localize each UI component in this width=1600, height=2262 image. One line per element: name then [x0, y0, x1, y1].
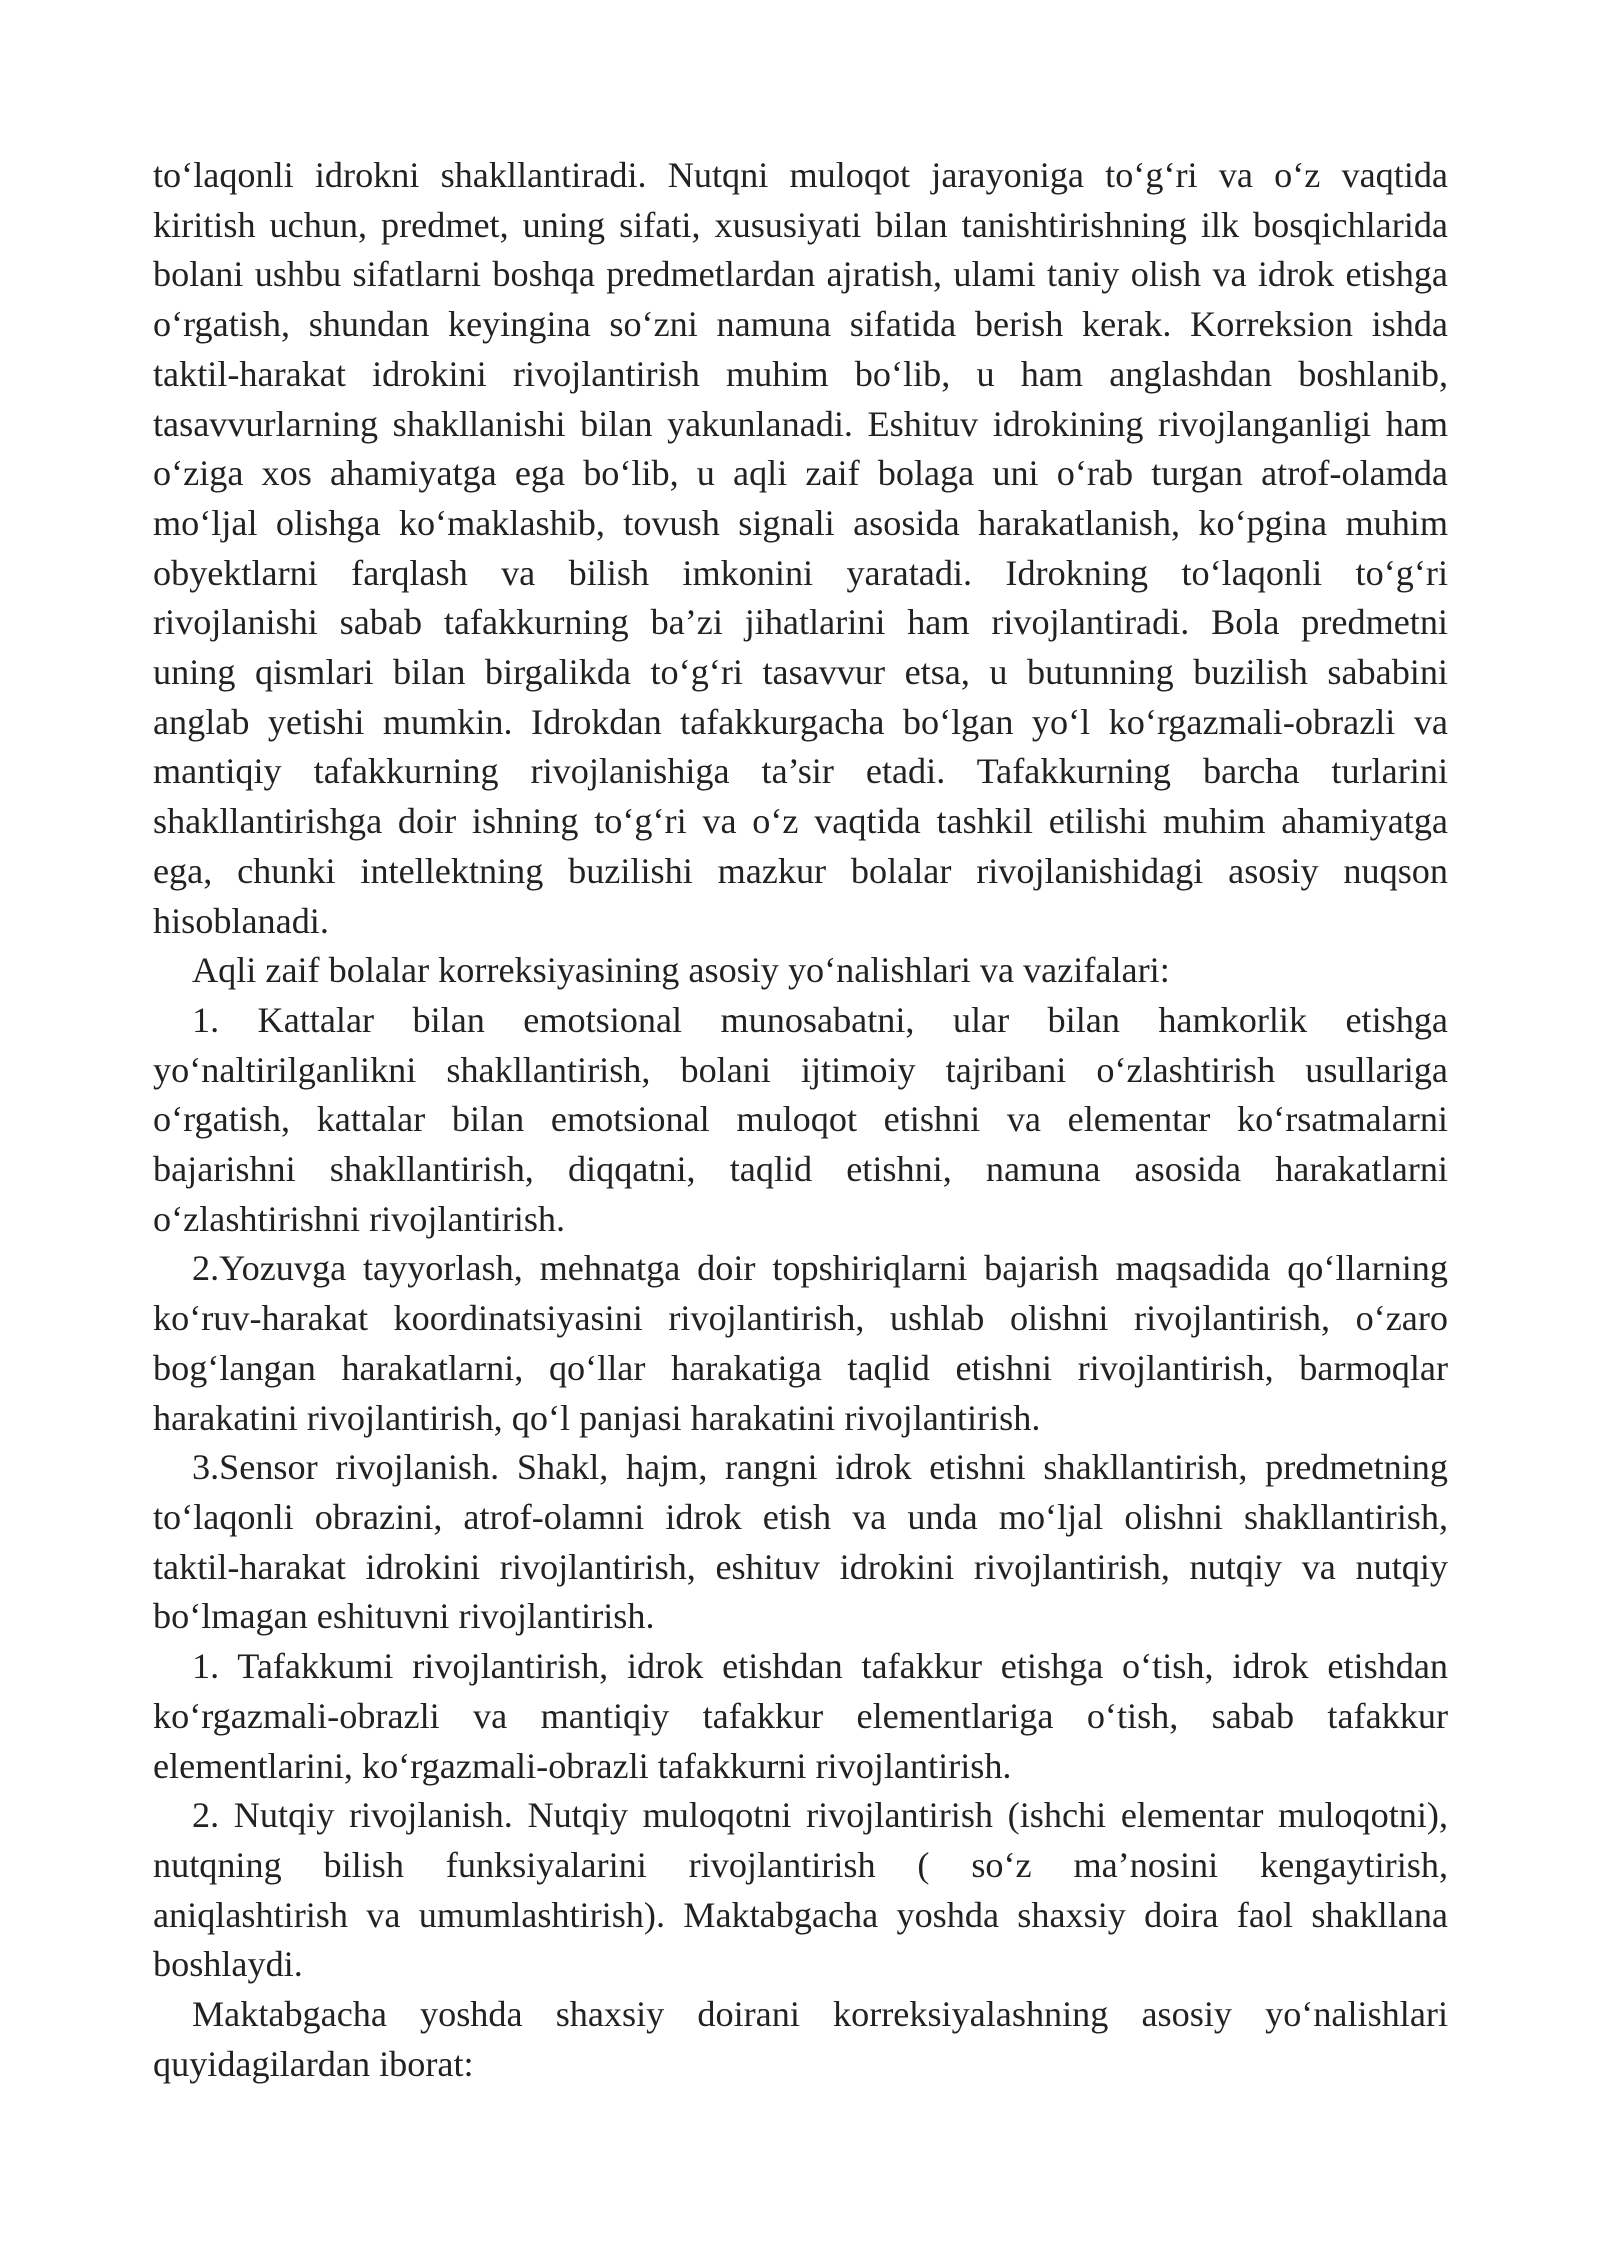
text-line: 1. Tafakkumi rivojlantirish, idrok etishdan tafakkur etishga o‘tish, idrok etishdan	[192, 1646, 1448, 1687]
text-line: to‘laqonli obrazini, atrof-olamni idrok etish va unda mo‘ljal olishni shakllantirish,	[153, 1496, 1448, 1537]
paragraph	[153, 151, 1448, 946]
text-line: o‘rgatish, kattalar bilan emotsional muloqot etishni va elementar ko‘rsatmalarni	[153, 1099, 1448, 1140]
paragraph	[153, 1642, 1448, 1791]
text-line: 3.Sensor rivojlanish. Shakl, hajm, rangni idrok etishni shakllantirish, predmetning	[192, 1447, 1448, 1488]
text-line: tasavvurlarning shakllanishi bilan yakunlanadi. Eshituv idrokining rivojlanganligi ham	[153, 403, 1448, 444]
text-line: 2. Nutqiy rivojlanish. Nutqiy muloqotni rivojlantirish (ishchi elementar muloqotni),	[192, 1795, 1448, 1836]
text-line: uning qismlari bilan birgalikda to‘g‘ri tasavvur etsa, u butunning buzilish sababini	[153, 652, 1448, 693]
text-line: mo‘ljal olishga ko‘maklashib, tovush signali asosida harakatlanish, ko‘pgina muhim	[153, 502, 1448, 543]
text-line: bo‘lmagan eshituvni rivojlantirish.	[153, 1596, 655, 1637]
paragraph	[153, 1791, 1448, 1990]
text-line: kiritish uchun, predmet, uning sifati, xususiyati bilan tanishtirishning ilk bosqichlarida	[153, 204, 1448, 245]
text-line: Aqli zaif bolalar korreksiyasining asosiy yo‘nalishlari va vazifalari:	[192, 950, 1170, 991]
text-line: o‘zlashtirishni rivojlantirish.	[153, 1198, 566, 1239]
paragraph	[153, 1244, 1448, 1443]
text-line: taktil-harakat idrokini rivojlantirish, eshituv idrokini rivojlantirish, nutqiy va nutqiy	[153, 1546, 1448, 1587]
text-line: ega, chunki intellektning buzilishi mazkur bolalar rivojlanishidagi asosiy nuqson	[153, 850, 1448, 891]
text-line: to‘laqonli idrokni shakllantiradi. Nutqni muloqot jarayoniga to‘g‘ri va o‘z vaqtida	[153, 155, 1448, 195]
text-line: taktil-harakat idrokini rivojlantirish muhim bo‘lib, u ham anglashdan boshlanib,	[153, 353, 1448, 394]
paragraph	[153, 946, 1448, 996]
text-line: rivojlanishi sabab tafakkurning ba’zi jihatlarini ham rivojlantiradi. Bola predmetni	[153, 602, 1448, 643]
text-line: yo‘naltirilganlikni shakllantirish, bolani ijtimoiy tajribani o‘zlashtirish usullariga	[153, 1049, 1448, 1090]
text-line: bog‘langan harakatlarni, qo‘llar harakatiga taqlid etishni rivojlantirish, barmoqlar	[153, 1347, 1448, 1388]
paragraph	[153, 1990, 1448, 2089]
document-body	[153, 151, 1448, 2089]
text-line: Maktabgacha yoshda shaxsiy doirani korreksiyalashning asosiy yo‘nalishlari	[192, 1994, 1448, 2035]
text-line: bajarishni shakllantirish, diqqatni, taqlid etishni, namuna asosida harakatlarni	[153, 1149, 1448, 1190]
text-line: boshlaydi.	[153, 1944, 303, 1985]
paragraph	[153, 1443, 1448, 1642]
text-line: anglab yetishi mumkin. Idrokdan tafakkurgacha bo‘lgan yo‘l ko‘rgazmali-obrazli va	[153, 701, 1448, 742]
text-line: o‘ziga xos ahamiyatga ega bo‘lib, u aqli zaif bolaga uni o‘rab turgan atrof-olamda	[153, 453, 1448, 494]
text-line: nutqning bilish funksiyalarini rivojlantirish ( so‘z ma’nosini kengaytirish,	[153, 1844, 1448, 1885]
text-line: 1. Kattalar bilan emotsional munosabatni, ular bilan hamkorlik etishga	[192, 999, 1448, 1040]
text-line: obyektlarni farqlash va bilish imkonini yaratadi. Idrokning to‘laqonli to‘g‘ri	[153, 552, 1448, 593]
text-line: harakatini rivojlantirish, qo‘l panjasi harakatini rivojlantirish.	[153, 1397, 1041, 1438]
text-line: ko‘rgazmali-obrazli va mantiqiy tafakkur elementlariga o‘tish, sabab tafakkur	[153, 1695, 1448, 1736]
text-line: ko‘ruv-harakat koordinatsiyasini rivojlantirish, ushlab olishni rivojlantirish, o‘zaro	[153, 1298, 1448, 1339]
text-line: aniqlashtirish va umumlashtirish). Maktabgacha yoshda shaxsiy doira faol shakllana	[153, 1894, 1448, 1935]
text-line: shakllantirishga doir ishning to‘g‘ri va o‘z vaqtida tashkil etilishi muhim ahamiyatga	[153, 801, 1448, 842]
text-line: o‘rgatish, shundan keyingina so‘zni namuna sifatida berish kerak. Korreksion ishda	[153, 304, 1448, 345]
text-line: elementlarini, ko‘rgazmali-obrazli tafakkurni rivojlantirish.	[153, 1745, 1012, 1786]
text-line: bolani ushbu sifatlarni boshqa predmetlardan ajratish, ulami taniy olish va idrok etishga	[153, 254, 1448, 295]
text-line: hisoblanadi.	[153, 900, 329, 941]
text-line: 2.Yozuvga tayyorlash, mehnatga doir topshiriqlarni bajarish maqsadida qo‘llarning	[192, 1248, 1448, 1289]
text-line: quyidagilardan iborat:	[153, 2043, 474, 2084]
text-line: mantiqiy tafakkurning rivojlanishiga ta’sir etadi. Tafakkurning barcha turlarini	[153, 751, 1448, 792]
paragraph	[153, 996, 1448, 1245]
